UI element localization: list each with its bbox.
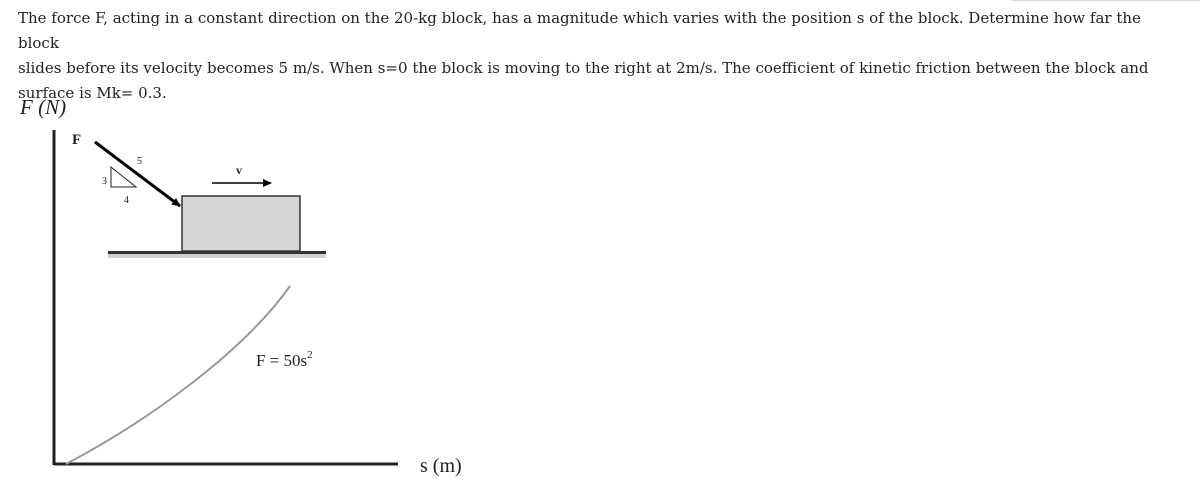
force-label: F xyxy=(72,132,82,148)
ground-shadow xyxy=(108,254,326,258)
slope-rise-label: 3 xyxy=(102,176,107,187)
equation-label: $F = 50s^2$ xyxy=(256,349,313,370)
y-axis-label: F (N) xyxy=(20,95,67,119)
slope-run-label: 4 xyxy=(124,195,129,206)
x-axis-label: s (m) xyxy=(420,455,462,477)
block xyxy=(182,196,300,251)
force-curve xyxy=(66,286,290,464)
equation-exponent: 2 xyxy=(307,349,313,361)
problem-line-3: surface is Mk= 0.3. xyxy=(18,84,167,102)
slope-hypotenuse-label: 5 xyxy=(137,156,142,167)
force-arrow xyxy=(95,142,180,206)
problem-line-2: slides before its velocity becomes 5 m/s. When s=0 the block is moving to the right at 2m/s. The coefficient of kinetic friction between the block and xyxy=(18,59,1149,77)
velocity-label: v xyxy=(236,163,242,177)
problem-line-1: The force F, acting in a constant direction on the 20-kg block, has a magnitude which varies with the position s of the block. Determine how far the block xyxy=(18,9,1141,52)
